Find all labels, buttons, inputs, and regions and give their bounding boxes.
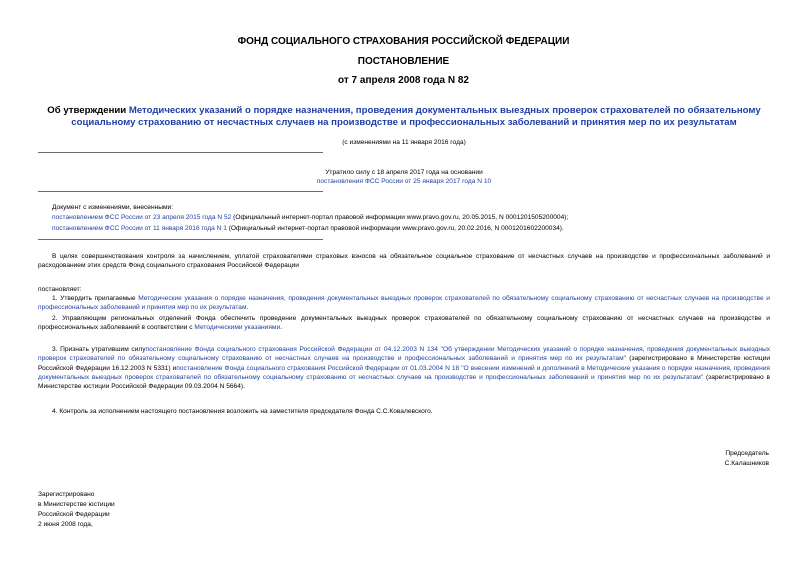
signature-role: Председатель bbox=[725, 450, 769, 457]
title-prefix: Об утверждении bbox=[47, 105, 129, 116]
divider bbox=[38, 239, 323, 240]
changes-heading: Документ с изменениями, внесенными: bbox=[52, 204, 174, 211]
guidelines-link[interactable]: Методическими указаниями bbox=[194, 324, 281, 332]
resolves-line: постановляет: bbox=[38, 286, 82, 293]
resolution-18-link[interactable]: постановление Фонда социального страхования Российской Федерации от 01.03.2004 N 18 "О внесении изменений и дополнений в Методические указания о порядке назначения, проведения документальных выездных проверок страхователей по обязательному социальному страхованию от несчастных случаев на производстве и профессиональных заболеваний и принятия мер по их результатам" bbox=[38, 364, 770, 381]
divider bbox=[38, 152, 323, 153]
change-link[interactable]: постановлением ФСС России от 11 января 2016 года N 1 bbox=[52, 225, 227, 232]
doc-type: ПОСТАНОВЛЕНИЕ bbox=[357, 56, 450, 67]
change-link[interactable]: постановлением ФСС России от 23 апреля 2015 года N 52 bbox=[52, 214, 232, 221]
change-item: постановлением ФСС России от 23 апреля 2015 года N 52 (Официальный интернет-портал правовой информации www.pravo.gov.ru, 20.05.2015, N 0001201505200004); bbox=[52, 214, 569, 221]
item-3: 3. Признать утратившим силупостановление Фонда социального страхования Российской Федерации от 04.12.2003 N 134 "Об утверждении Методических указаний о порядке назначения, проведения документальных выездных проверок страхователей по обязательному социальному страхованию от несчастных случаев на производстве и профессиональных заболеваний и принятия мер по их результатам" (зарегистрировано в Министерстве юстиции Российской Федерации 16.12.2003 N 5331) ипостановление Фонда социального страхования Российской Федерации от 01.03.2004 N 18 "О внесении изменений и дополнений в Методические указания о порядке назначения, проведения документальных выездных проверок страхователей по обязательному социальному страхованию от несчастных случаев на производстве и профессиональных заболеваний и принятия мер по их результатам" (зарегистрировано в Министерстве юстиции Российской Федерации 09.03.2004 N 5664). bbox=[38, 346, 771, 391]
document-title bbox=[38, 105, 770, 129]
resolution-134-link[interactable]: постановление Фонда социального страхования Российской Федерации от 04.12.2003 N 134 "Об утверждении Методических указаний о порядке назначения, проведения документальных выездных проверок страхователей по обязательному социальному страхованию от несчастных случаев на производстве и профессиональных заболеваний и принятия мер по их результатам" bbox=[38, 346, 770, 363]
registration-line: в Министерстве юстиции bbox=[38, 501, 115, 508]
org-name: ФОНД СОЦИАЛЬНОГО СТРАХОВАНИЯ РОССИЙСКОЙ ФЕДЕРАЦИИ bbox=[237, 36, 570, 47]
registration-line: Зарегистрировано bbox=[38, 491, 95, 498]
item-4: 4. Контроль за исполнением настоящего постановления возложить на заместителя председателя Фонда С.С.Ковалевского. bbox=[52, 408, 433, 415]
intro-paragraph: В целях совершенствования контроля за начислением, уплатой страхователями страховых взносов на обязательное социальное страхование от несчастных случаев на производстве и профессиональных заболеваний и расходованием этих средств Фонд социального страхования Российской Федерации bbox=[38, 253, 770, 270]
title-link[interactable]: Методических указаний о порядке назначения, проведения документальных выездных проверок страхователей по обязательному социальному страхованию от несчастных случаев на производстве и профессиональных заболеваний и принятия мер по их результатам bbox=[71, 105, 761, 128]
item-2: 2. Управляющим региональных отделений Фонда обеспечить проведение документальных выездных проверок страхователей по обязательному социальному страхованию от несчастных случаев на производстве и профессиональных заболеваний в соответствии с Методическими указаниями. bbox=[38, 315, 770, 332]
divider bbox=[38, 191, 323, 192]
signature-name: С.Калашников bbox=[724, 460, 769, 467]
methodical-guidelines-link[interactable]: Методические указания о порядке назначения, проведения документальных выездных проверок страхователей по обязательному социальному страхованию от несчастных случаев на производстве и профессиональных заболеваний и принятия мер по их результатам bbox=[38, 295, 770, 312]
registration-line: 2 июня 2008 года, bbox=[38, 521, 93, 528]
amended-note: (с изменениями на 11 января 2016 года) bbox=[342, 139, 466, 146]
void-notice-link[interactable]: постановления ФСС России от 25 января 2017 года N 10 bbox=[316, 178, 492, 185]
void-notice-line: Утратило силу с 18 апреля 2017 года на основании bbox=[325, 169, 483, 176]
change-item: постановлением ФСС России от 11 января 2016 года N 1 (Официальный интернет-портал правовой информации www.pravo.gov.ru, 20.02.2016, N 0001201602200034). bbox=[52, 225, 564, 232]
item-1: 1. Утвердить прилагаемые Методические указания о порядке назначения, проведения документальных выездных проверок страхователей по обязательному социальному страхованию от несчастных случаев на производстве и профессиональных заболеваний и принятия мер по их результатам. bbox=[38, 295, 770, 312]
registration-line: Российской Федерации bbox=[38, 511, 110, 518]
doc-date: от 7 апреля 2008 года N 82 bbox=[338, 75, 469, 86]
